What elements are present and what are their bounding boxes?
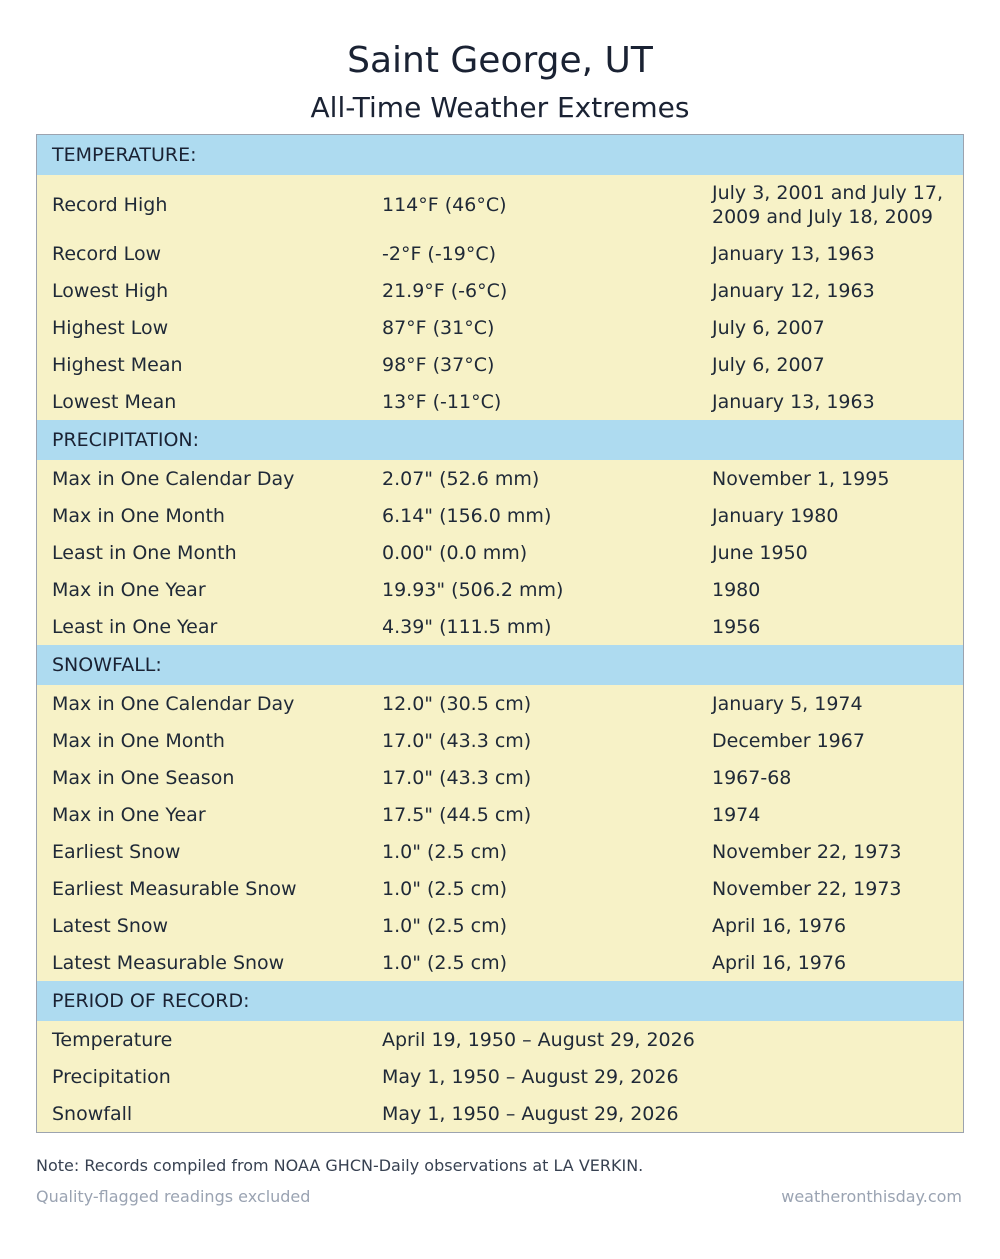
table-row	[37, 235, 963, 272]
row-label: Precipitation	[52, 1065, 171, 1088]
row-label: Latest Measurable Snow	[52, 951, 285, 974]
section-header-snowfall: SNOWFALL:	[37, 645, 963, 685]
table-row	[37, 497, 963, 534]
row-label: Highest Low	[52, 316, 169, 339]
table-row	[37, 272, 963, 309]
row-label: Least in One Month	[52, 541, 237, 564]
table-row	[37, 722, 963, 759]
row-value: 1.0" (2.5 cm)	[382, 951, 508, 974]
footer-disclaimer: Quality-flagged readings excluded	[36, 1187, 311, 1206]
page-subtitle: All-Time Weather Extremes	[310, 91, 690, 124]
table-row	[37, 608, 963, 645]
table-row	[37, 1095, 963, 1132]
row-date: 1956	[712, 615, 761, 638]
section-header-temperature: TEMPERATURE:	[37, 135, 963, 175]
row-date: July 3, 2001 and July 17, 2009 and July 18, 2009	[712, 182, 943, 228]
page-title: Saint George, UT	[347, 40, 653, 81]
row-label: Earliest Measurable Snow	[52, 877, 297, 900]
table-row	[37, 309, 963, 346]
row-label: Record High	[52, 194, 168, 216]
row-value: 1.0" (2.5 cm)	[382, 840, 508, 863]
row-label: Max in One Calendar Day	[52, 692, 295, 715]
row-label: Max in One Year	[52, 578, 206, 601]
row-value: 13°F (-11°C)	[382, 390, 502, 413]
row-value: 17.0" (43.3 cm)	[382, 766, 532, 789]
row-value: 12.0" (30.5 cm)	[382, 692, 532, 715]
row-date: April 16, 1976	[712, 951, 847, 974]
row-value: 6.14" (156.0 mm)	[382, 504, 552, 527]
row-date: January 12, 1963	[712, 279, 875, 302]
row-date: July 6, 2007	[712, 316, 825, 339]
row-date: 1980	[712, 578, 761, 601]
row-value: May 1, 1950 – August 29, 2026	[382, 1065, 679, 1088]
table-row	[37, 534, 963, 571]
row-label: Max in One Month	[52, 729, 225, 752]
table-row	[37, 796, 963, 833]
row-date: January 5, 1974	[712, 692, 863, 715]
row-value: 17.0" (43.3 cm)	[382, 729, 532, 752]
row-date: November 22, 1973	[712, 877, 902, 900]
row-value: 87°F (31°C)	[382, 316, 495, 339]
row-label: Record Low	[52, 242, 162, 265]
row-label: Lowest High	[52, 279, 169, 302]
row-label: Snowfall	[52, 1102, 133, 1125]
row-value: 4.39" (111.5 mm)	[382, 615, 552, 638]
section-header-precipitation: PRECIPITATION:	[37, 420, 963, 460]
row-label: Max in One Month	[52, 504, 225, 527]
table-row	[37, 870, 963, 907]
footer-note: Note: Records compiled from NOAA GHCN-Daily observations at LA VERKIN.	[36, 1156, 644, 1175]
row-value: 17.5" (44.5 cm)	[382, 803, 532, 826]
row-date: November 22, 1973	[712, 840, 902, 863]
table-row	[37, 460, 963, 497]
table-row	[37, 1021, 963, 1058]
row-value: May 1, 1950 – August 29, 2026	[382, 1102, 679, 1125]
row-label: Max in One Year	[52, 803, 206, 826]
row-label: Least in One Year	[52, 615, 218, 638]
row-value: 0.00" (0.0 mm)	[382, 541, 528, 564]
row-value: 19.93" (506.2 mm)	[382, 578, 564, 601]
extremes-table	[36, 134, 964, 1133]
row-date: November 1, 1995	[712, 467, 890, 490]
table-row	[37, 346, 963, 383]
row-date: April 16, 1976	[712, 914, 847, 937]
row-date: January 13, 1963	[712, 390, 875, 413]
row-date: January 1980	[712, 504, 839, 527]
table-row	[37, 685, 963, 722]
table-row	[37, 944, 963, 981]
row-label: Max in One Calendar Day	[52, 467, 295, 490]
row-date: June 1950	[712, 541, 808, 564]
row-label: Lowest Mean	[52, 390, 177, 413]
row-label: Latest Snow	[52, 914, 169, 937]
row-date: 1967-68	[712, 766, 792, 789]
row-value: 114°F (46°C)	[382, 194, 507, 216]
row-label: Max in One Season	[52, 766, 235, 789]
row-label: Earliest Snow	[52, 840, 181, 863]
row-value: 1.0" (2.5 cm)	[382, 914, 508, 937]
table-row	[37, 833, 963, 870]
table-row	[37, 571, 963, 608]
table-row	[37, 907, 963, 944]
row-value: April 19, 1950 – August 29, 2026	[382, 1028, 695, 1051]
row-value: 98°F (37°C)	[382, 353, 495, 376]
table-row	[37, 1058, 963, 1095]
row-value: 2.07" (52.6 mm)	[382, 467, 540, 490]
row-date: 1974	[712, 803, 761, 826]
table-row	[37, 759, 963, 796]
row-value: 21.9°F (-6°C)	[382, 279, 508, 302]
row-date: January 13, 1963	[712, 242, 875, 265]
row-date: July 6, 2007	[712, 353, 825, 376]
section-header-period-of-record: PERIOD OF RECORD:	[37, 981, 963, 1021]
table-row	[37, 175, 963, 235]
row-label: Temperature	[52, 1028, 173, 1051]
row-date: December 1967	[712, 729, 865, 752]
row-value: -2°F (-19°C)	[382, 242, 497, 265]
row-value: 1.0" (2.5 cm)	[382, 877, 508, 900]
row-label: Highest Mean	[52, 353, 183, 376]
table-row	[37, 383, 963, 420]
footer-source-link[interactable]: weatheronthisday.com	[781, 1187, 962, 1206]
